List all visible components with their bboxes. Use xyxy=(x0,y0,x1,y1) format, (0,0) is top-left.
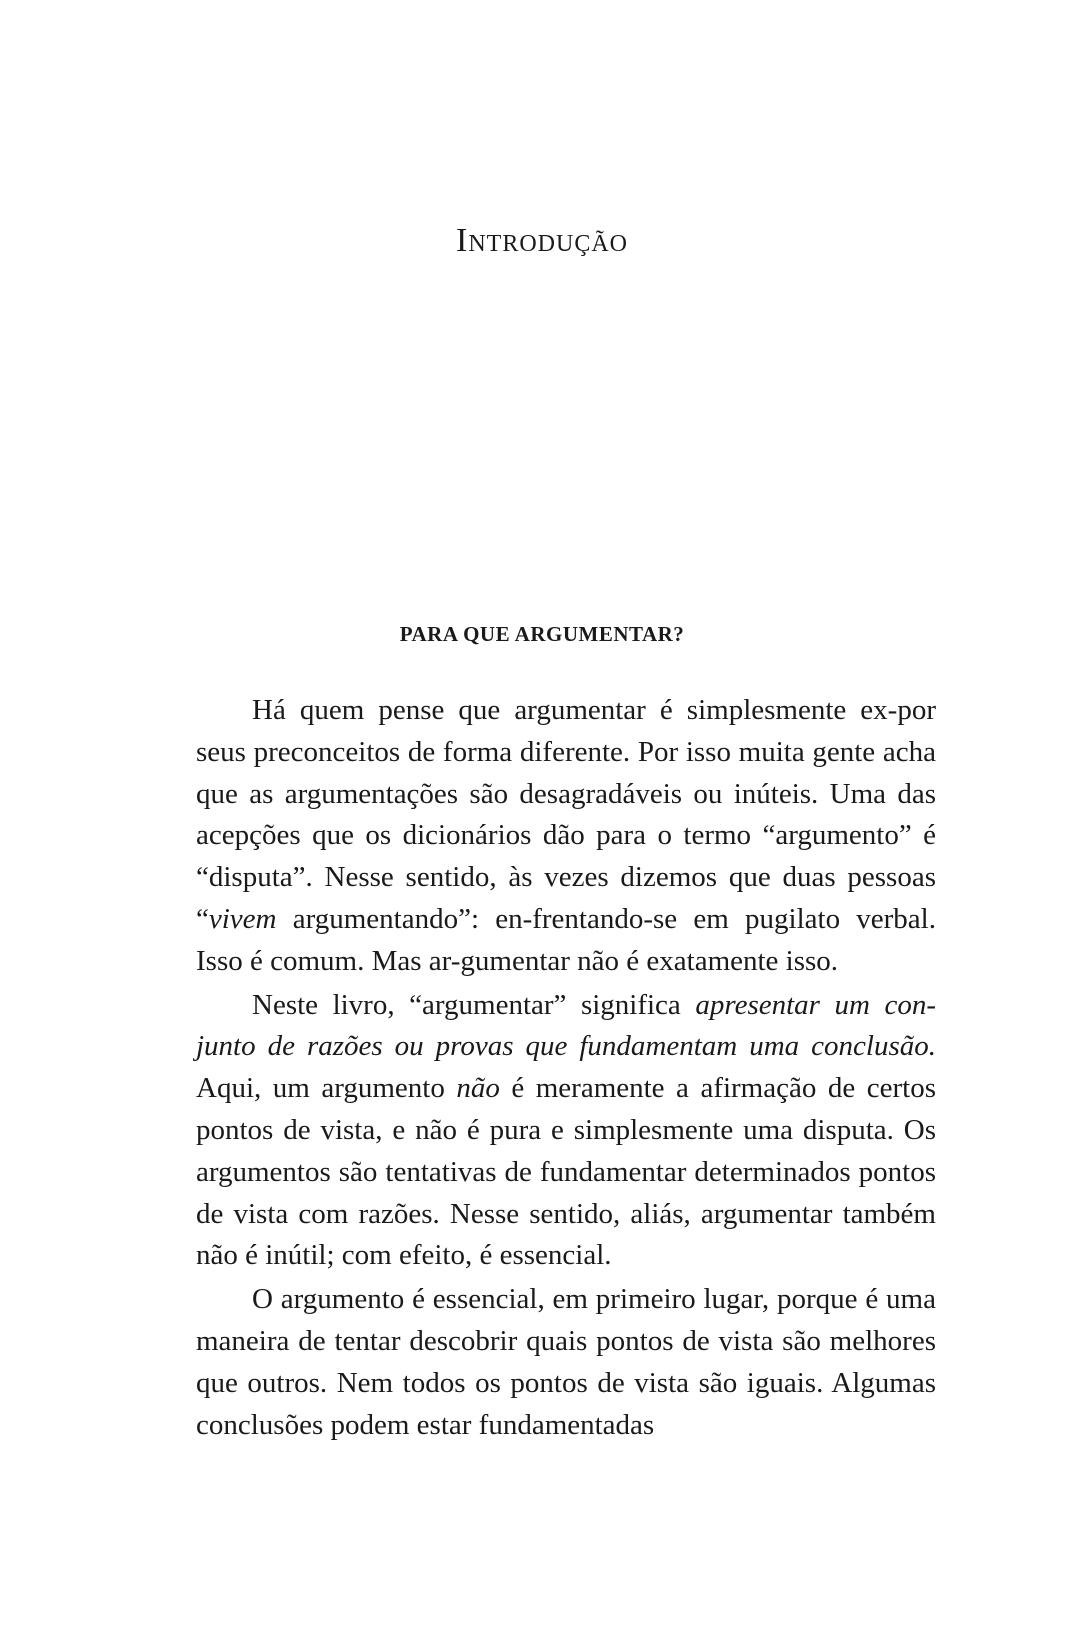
text-segment: é meramente a afirmação de certos pontos de vista, e não é pura e simplesmente uma disputa. Os argumentos são tentativas de fundamentar determinados pontos de vista com razões. Nesse sentido, aliás, argumentar também não é inútil; com efeito, é essencial. xyxy=(196,1072,936,1272)
text-segment: argumentando”: en-frentando-se em pugilato verbal. Isso é comum. Mas ar-gumentar não é exatamente isso. xyxy=(196,902,936,977)
text-segment-italic: vivem xyxy=(208,902,277,935)
text-segment: Neste livro, “argumentar” significa xyxy=(252,988,696,1021)
text-segment-italic: não xyxy=(456,1072,500,1105)
text-segment: Há quem pense que argumentar é simplesmente ex-por seus preconceitos de forma diferente. Por isso muita gente acha que as argumentações são desagradáveis ou inúteis. Uma das acepções que os dicionários dão para o termo “argumento” é “disputa”. Nesse sentido, às vezes dizemos que duas pessoas “ xyxy=(196,694,936,935)
text-segment: O argumento é essencial, em primeiro lugar, porque é uma maneira de tentar descobrir quais pontos de vista são melhores que outros. Nem todos os pontos de vista são iguais. Algumas conclusões podem estar fundamentadas xyxy=(196,1283,936,1441)
text-segment-italic: apresentar um con-junto de razões ou provas que fundamentam uma conclusão. xyxy=(196,988,937,1063)
chapter-title: Introdução xyxy=(456,222,628,259)
section-title: PARA QUE ARGUMENTAR? xyxy=(399,622,685,646)
paragraph xyxy=(196,690,936,983)
text-segment: Aqui, um argumento xyxy=(196,1072,457,1105)
paragraph xyxy=(196,985,936,1278)
paragraph xyxy=(196,1279,936,1446)
body-text xyxy=(196,690,936,1446)
